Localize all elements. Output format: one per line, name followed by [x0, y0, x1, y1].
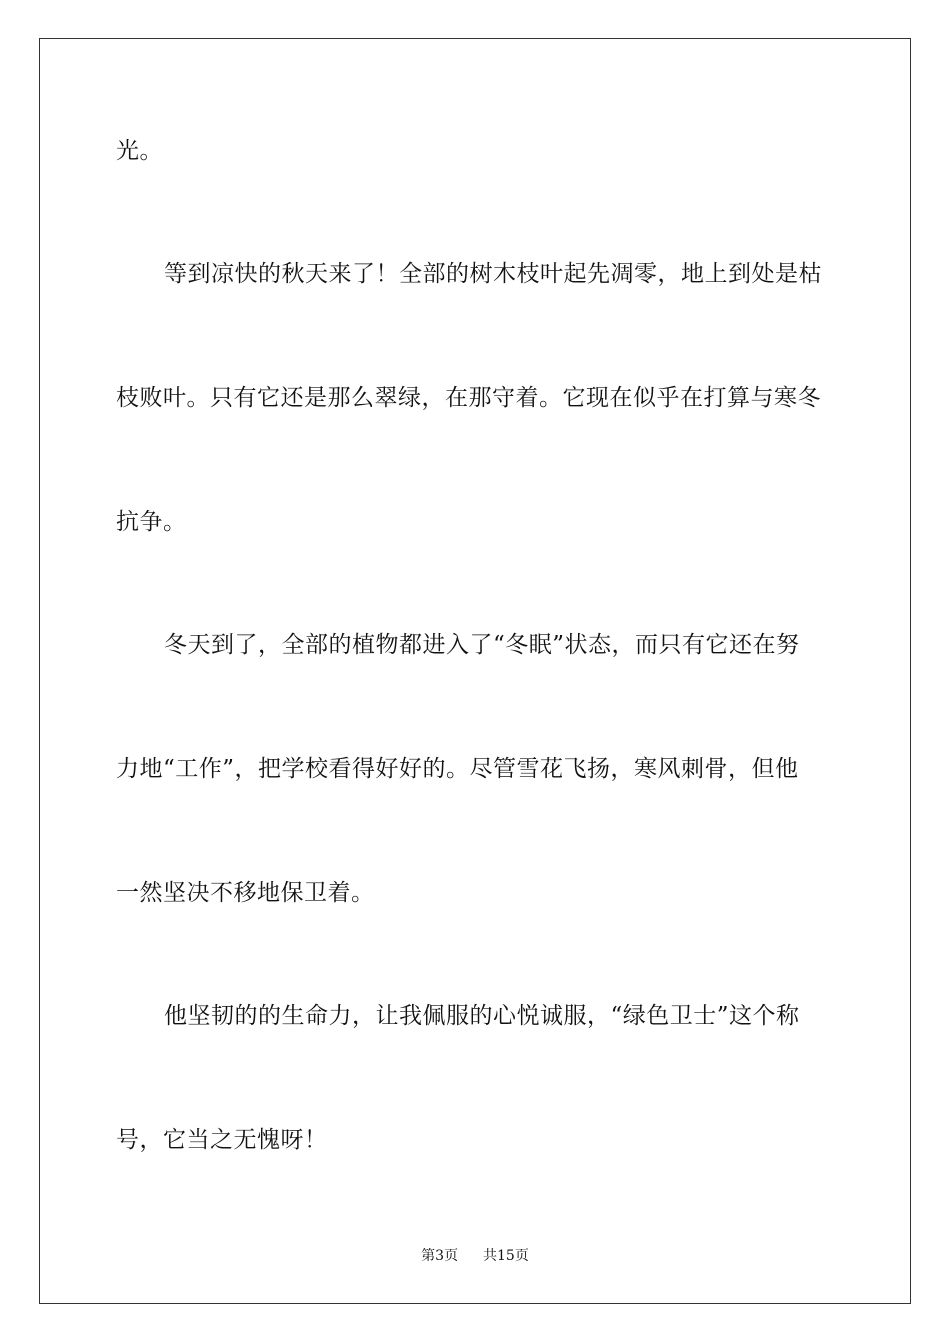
total-pages: 共15页 [483, 1248, 529, 1264]
paragraph-2-line-1: 等到凉快的秋天来了！全部的树木枝叶起先凋零，地上到处是枯 [164, 261, 822, 287]
paragraph-3-line-2: 力地“工作”，把学校看得好好的。尽管雪花飞扬，寒风刺骨，但他 [116, 756, 799, 782]
page-number: 第3页 [421, 1248, 459, 1264]
page-footer [0, 1246, 950, 1266]
paragraph-2-line-3: 抗争。 [116, 509, 187, 535]
paragraph-3-line-3: 一然坚决不移地保卫着。 [116, 880, 375, 906]
text-line-1: 光。 [116, 138, 163, 164]
paragraph-4-line-2: 号，它当之无愧呀！ [116, 1127, 328, 1153]
page-border [39, 38, 911, 1304]
paragraph-3-line-1: 冬天到了，全部的植物都进入了“冬眠”状态，而只有它还在努 [164, 632, 800, 658]
paragraph-2-line-2: 枝败叶。只有它还是那么翠绿，在那守着。它现在似乎在打算与寒冬 [116, 385, 821, 411]
paragraph-4-line-1: 他坚韧的的生命力，让我佩服的心悦诚服，“绿色卫士”这个称 [164, 1003, 800, 1029]
